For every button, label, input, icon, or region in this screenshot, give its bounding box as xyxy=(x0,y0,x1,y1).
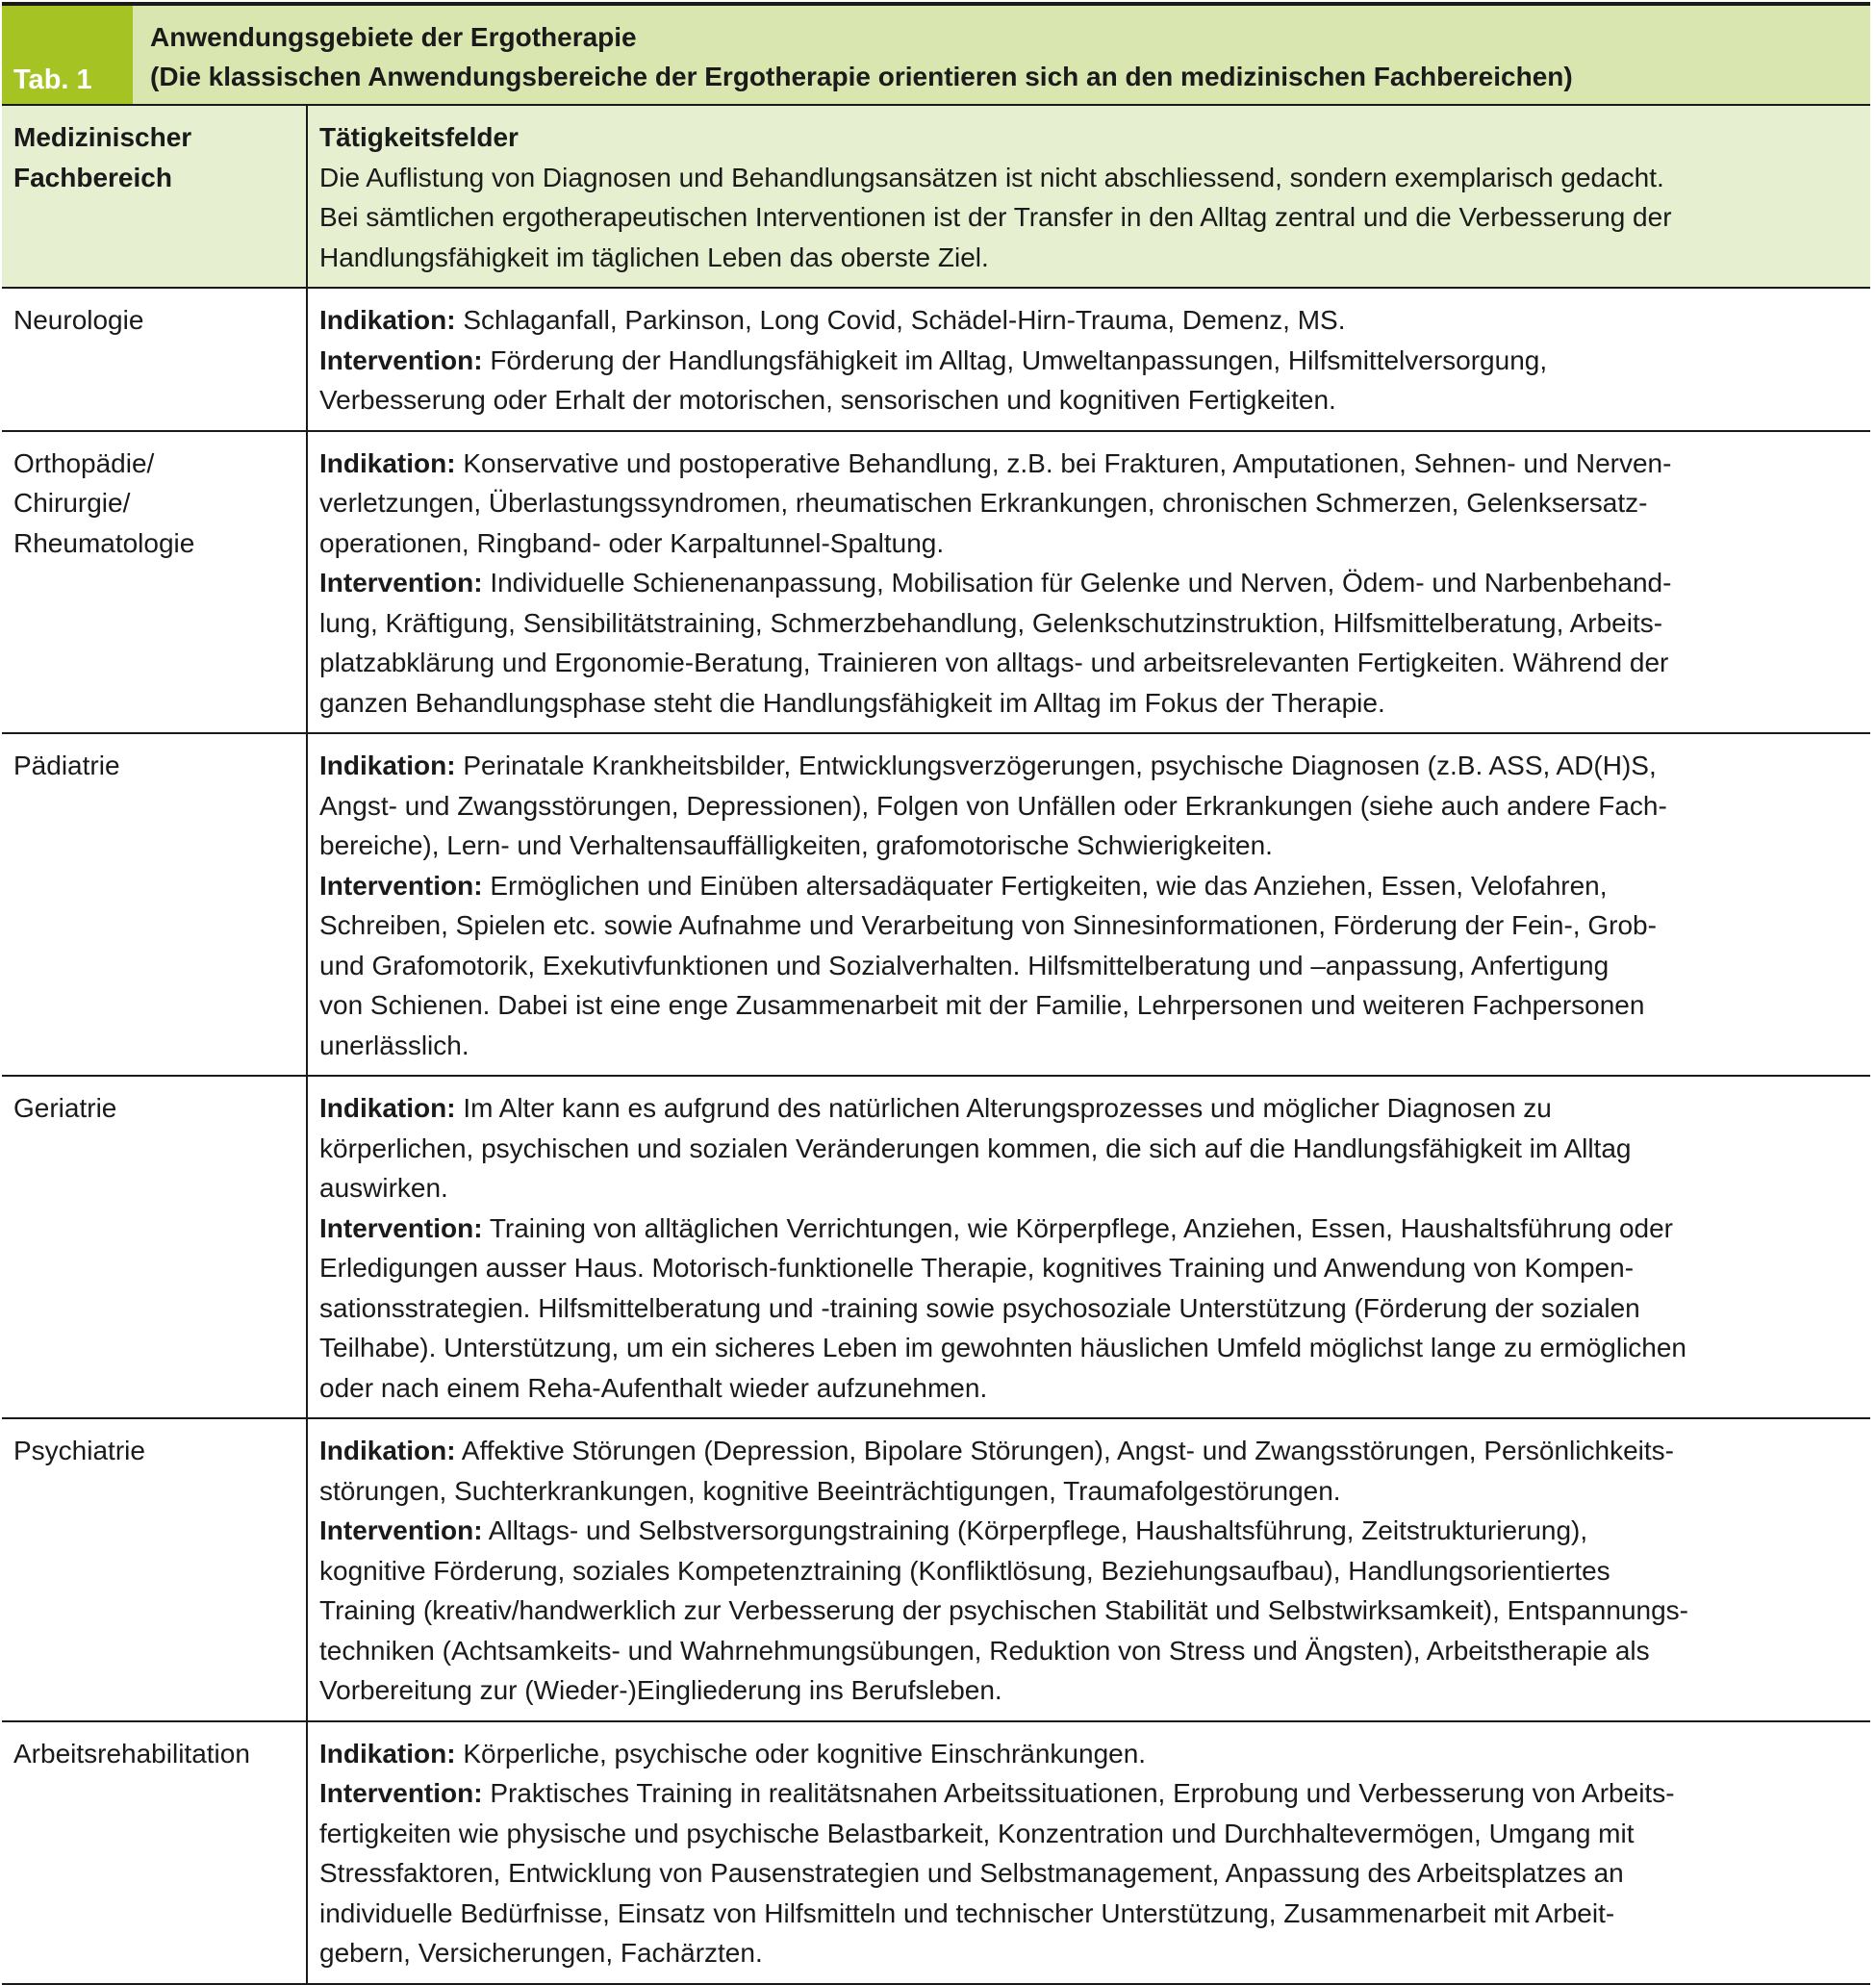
intervention-text: Vorbereitung zur (Wieder-)Eingliederung ins Berufsleben. xyxy=(319,1675,1002,1705)
taetigkeitsfelder-cell xyxy=(308,1419,1870,1720)
indikation-label: Indikation: xyxy=(319,305,456,335)
fachbereich-cell xyxy=(2,1722,308,1983)
indikation-line xyxy=(319,786,1861,827)
taetigkeitsfelder-cell xyxy=(308,1722,1870,1983)
intervention-line xyxy=(319,341,1861,381)
intervention-label: Intervention: xyxy=(319,1212,483,1243)
indikation-text: verletzungen, Überlastungssyndromen, rheumatischen Erkrankungen, chronischen Schmerzen, Gelenksersatz- xyxy=(319,488,1648,518)
column-header-row xyxy=(2,106,1870,289)
intervention-text: Teilhabe). Unterstützung, um ein sicheres Leben im gewohnten häuslichen Umfeld möglichst lange zu ermöglichen xyxy=(319,1333,1686,1362)
indikation-line xyxy=(319,1471,1861,1512)
column-header-line: Medizinischer xyxy=(13,122,192,152)
fachbereich-label: Chirurgie/ xyxy=(13,488,131,518)
fachbereich-label: Orthopädie/ xyxy=(13,447,155,478)
intervention-line xyxy=(319,1933,1861,1973)
indikation-label: Indikation: xyxy=(319,751,456,780)
indikation-label: Indikation: xyxy=(319,447,456,478)
taetigkeitsfelder-cell xyxy=(308,289,1870,430)
indikation-text: Schlaganfall, Parkinson, Long Covid, Schädel-Hirn-Trauma, Demenz, MS. xyxy=(455,305,1346,335)
intervention-text: individuelle Bedürfnisse, Einsatz von Hilfsmitteln und technischer Unterstützung, Zusammenarbeit mit Arbeit- xyxy=(319,1897,1615,1928)
intervention-text: Training von alltäglichen Verrichtungen, wie Körperpflege, Anziehen, Essen, Haushaltsführung oder xyxy=(482,1212,1674,1243)
fachbereich-cell xyxy=(2,289,308,430)
indikation-line xyxy=(319,523,1861,564)
intervention-line xyxy=(319,905,1861,946)
fachbereich-cell xyxy=(2,1419,308,1720)
intervention-text: platzabklärung und Ergonomie-Beratung, Trainieren von alltags- und arbeitsrelevanten Fertigkeiten. Während der xyxy=(319,648,1669,677)
fachbereich-label: Pädiatrie xyxy=(13,751,120,780)
intervention-text: Ermöglichen und Einüben altersadäquater Fertigkeiten, wie das Anziehen, Essen, Velofahren, xyxy=(482,870,1608,901)
intervention-text: unerlässlich. xyxy=(319,1030,469,1060)
indikation-text: Perinatale Krankheitsbilder, Entwicklungsverzögerungen, psychische Diagnosen (z.B. ASS, AD(H)S, xyxy=(455,751,1657,780)
taetigkeitsfelder-cell xyxy=(308,432,1870,733)
indikation-text: operationen, Ringband- oder Karpaltunnel-Spaltung. xyxy=(319,527,945,558)
intervention-line xyxy=(319,866,1861,906)
indikation-text: Konservative und postoperative Behandlung, z.B. bei Frakturen, Amputationen, Sehnen- und Nerven- xyxy=(455,447,1672,478)
fachbereich-cell xyxy=(2,734,308,1075)
indikation-text: Im Alter kann es aufgrund des natürlichen Alterungsprozesses und möglicher Diagnosen zu xyxy=(455,1093,1552,1123)
intervention-line xyxy=(319,1631,1861,1671)
table-title-band xyxy=(2,6,1870,106)
intervention-line xyxy=(319,1288,1861,1329)
column-header-note: Die Auflistung von Diagnosen und Behandlungsansätzen ist nicht abschliessend, sondern exemplarisch gedacht. xyxy=(319,162,1664,192)
table-title-line: Anwendungsgebiete der Ergotherapie xyxy=(150,22,637,52)
indikation-line xyxy=(319,300,1861,341)
column-header-fachbereich xyxy=(2,106,308,287)
intervention-line xyxy=(319,563,1861,603)
indikation-label: Indikation: xyxy=(319,1738,456,1769)
intervention-text: ganzen Behandlungsphase steht die Handlungsfähigkeit im Alltag im Fokus der Therapie. xyxy=(319,687,1385,718)
intervention-text: Schreiben, Spielen etc. sowie Aufnahme und Verarbeitung von Sinnesinformationen, Förderung der Fein-, Grob- xyxy=(319,910,1657,940)
intervention-line xyxy=(319,643,1861,683)
intervention-text: Individuelle Schienenanpassung, Mobilisation für Gelenke und Nerven, Ödem- und Narbenbehand- xyxy=(482,568,1672,598)
intervention-label: Intervention: xyxy=(319,568,483,598)
intervention-line xyxy=(319,1814,1861,1854)
fachbereich-label: Neurologie xyxy=(13,305,144,335)
intervention-text: kognitive Förderung, soziales Kompetenztraining (Konfliktlösung, Beziehungsaufbau), Handlungsorientiertes xyxy=(319,1555,1610,1586)
taetigkeitsfelder-cell xyxy=(308,1077,1870,1417)
fachbereich-label: Geriatrie xyxy=(13,1093,117,1123)
column-header-line: Fachbereich xyxy=(13,162,172,192)
intervention-text: techniken (Achtsamkeits- und Wahrnehmungsübungen, Reduktion von Stress und Ängsten), Arbeitstherapie als xyxy=(319,1635,1650,1666)
indikation-text: Affektive Störungen (Depression, Bipolare Störungen), Angst- und Zwangsstörungen, Persönlichkeits- xyxy=(455,1436,1674,1465)
intervention-label: Intervention: xyxy=(319,1515,483,1545)
intervention-label: Intervention: xyxy=(319,870,483,901)
indikation-label: Indikation: xyxy=(319,1436,456,1465)
table-row xyxy=(2,289,1870,432)
intervention-text: fertigkeiten wie physische und psychische Belastbarkeit, Konzentration und Durchhaltevermögen, Umgang mit xyxy=(319,1818,1635,1848)
table-row xyxy=(2,734,1870,1077)
table-number-badge: Tab. 1 xyxy=(2,6,133,104)
indikation-line xyxy=(319,1431,1861,1471)
indikation-text: Körperliche, psychische oder kognitive Einschränkungen. xyxy=(455,1738,1147,1769)
table-body xyxy=(2,289,1870,1983)
column-header-note: Bei sämtlichen ergotherapeutischen Interventionen ist der Transfer in den Alltag zentral und die Verbesserung der xyxy=(319,202,1672,232)
indikation-text: auswirken. xyxy=(319,1173,448,1203)
indikation-line xyxy=(319,746,1861,786)
intervention-text: und Grafomotorik, Exekutivfunktionen und Sozialverhalten. Hilfsmittelberatung und –anpassung, Anfertigung xyxy=(319,950,1610,980)
table-row xyxy=(2,1722,1870,1983)
intervention-text: Praktisches Training in realitätsnahen Arbeitssituationen, Erprobung und Verbesserung von Arbeits- xyxy=(482,1778,1675,1808)
intervention-line xyxy=(319,1551,1861,1591)
fachbereich-label: Arbeitsrehabilitation xyxy=(13,1738,250,1769)
intervention-text: Training (kreativ/handwerklich zur Verbesserung der psychischen Stabilität und Selbstwirksamkeit), Entspannungs- xyxy=(319,1595,1688,1625)
intervention-text: gebern, Versicherungen, Fachärzten. xyxy=(319,1938,763,1968)
table-subtitle-line: (Die klassischen Anwendungsbereiche der Ergotherapie orientieren sich an den medizinischen Fachbereichen) xyxy=(150,62,1573,91)
indikation-text: bereiche), Lern- und Verhaltensauffälligkeiten, grafomotorische Schwierigkeiten. xyxy=(319,830,1273,860)
fachbereich-label: Psychiatrie xyxy=(13,1436,145,1465)
indikation-line xyxy=(319,1129,1861,1169)
column-header-note: Handlungsfähigkeit im täglichen Leben das oberste Ziel. xyxy=(319,242,989,272)
intervention-line xyxy=(319,1773,1861,1814)
intervention-line xyxy=(319,603,1861,644)
indikation-line xyxy=(319,444,1861,484)
intervention-line xyxy=(319,1248,1861,1288)
indikation-text: körperlichen, psychischen und sozialen Veränderungen kommen, die sich auf die Handlungsfähigkeit im Alltag xyxy=(319,1132,1632,1163)
intervention-line xyxy=(319,946,1861,986)
intervention-line xyxy=(319,1368,1861,1409)
intervention-label: Intervention: xyxy=(319,344,483,375)
indikation-line xyxy=(319,1088,1861,1129)
intervention-line xyxy=(319,1328,1861,1368)
intervention-text: sationsstrategien. Hilfsmittelberatung und -training sowie psychosoziale Unterstützung (Förderung der sozialen xyxy=(319,1292,1640,1323)
intervention-line xyxy=(319,1853,1861,1894)
intervention-text: von Schienen. Dabei ist eine enge Zusammenarbeit mit der Familie, Lehrpersonen und weiteren Fachpersonen xyxy=(319,990,1645,1020)
intervention-line xyxy=(319,1591,1861,1631)
intervention-line xyxy=(319,683,1861,724)
intervention-text: oder nach einem Reha-Aufenthalt wieder aufzunehmen. xyxy=(319,1372,988,1403)
intervention-line xyxy=(319,1894,1861,1934)
indikation-text: Angst- und Zwangsstörungen, Depressionen), Folgen von Unfällen oder Erkrankungen (siehe auch andere Fach- xyxy=(319,790,1667,821)
intervention-text: Alltags- und Selbstversorgungstraining (Körperpflege, Haushaltsführung, Zeitstrukturierung), xyxy=(482,1515,1588,1545)
column-header-title: Tätigkeitsfelder xyxy=(319,122,519,152)
indikation-label: Indikation: xyxy=(319,1093,456,1123)
intervention-line xyxy=(319,380,1861,420)
column-header-taetigkeitsfelder xyxy=(308,106,1870,287)
fachbereich-label: Rheumatologie xyxy=(13,527,195,558)
taetigkeitsfelder-cell xyxy=(308,734,1870,1075)
intervention-line xyxy=(319,1670,1861,1711)
intervention-text: Förderung der Handlungsfähigkeit im Alltag, Umweltanpassungen, Hilfsmittelversorgung, xyxy=(482,344,1548,375)
intervention-line xyxy=(319,1026,1861,1066)
intervention-line xyxy=(319,985,1861,1026)
table-row xyxy=(2,1077,1870,1419)
ergotherapie-table xyxy=(2,2,1870,1985)
intervention-text: Erledigungen ausser Haus. Motorisch-funktionelle Therapie, kognitives Training und Anwendung von Kompen- xyxy=(319,1253,1635,1283)
intervention-label: Intervention: xyxy=(319,1778,483,1808)
intervention-text: Stressfaktoren, Entwicklung von Pausenstrategien und Selbstmanagement, Anpassung des Arbeitsplatzes an xyxy=(319,1858,1624,1888)
intervention-line xyxy=(319,1209,1861,1249)
intervention-text: lung, Kräftigung, Sensibilitätstraining, Schmerzbehandlung, Gelenkschutzinstruktion, Hilfsmittelberatung, Arbeits- xyxy=(319,607,1663,638)
fachbereich-cell xyxy=(2,432,308,733)
indikation-line xyxy=(319,1734,1861,1774)
intervention-line xyxy=(319,1511,1861,1551)
table-row xyxy=(2,1419,1870,1722)
indikation-line xyxy=(319,483,1861,523)
fachbereich-cell xyxy=(2,1077,308,1417)
intervention-text: Verbesserung oder Erhalt der motorischen, sensorischen und kognitiven Fertigkeiten. xyxy=(319,385,1336,415)
indikation-text: störungen, Suchterkrankungen, kognitive Beeinträchtigungen, Traumafolgestörungen. xyxy=(319,1475,1341,1506)
indikation-line xyxy=(319,826,1861,866)
indikation-line xyxy=(319,1168,1861,1209)
table-title xyxy=(133,6,1584,104)
table-row xyxy=(2,432,1870,735)
